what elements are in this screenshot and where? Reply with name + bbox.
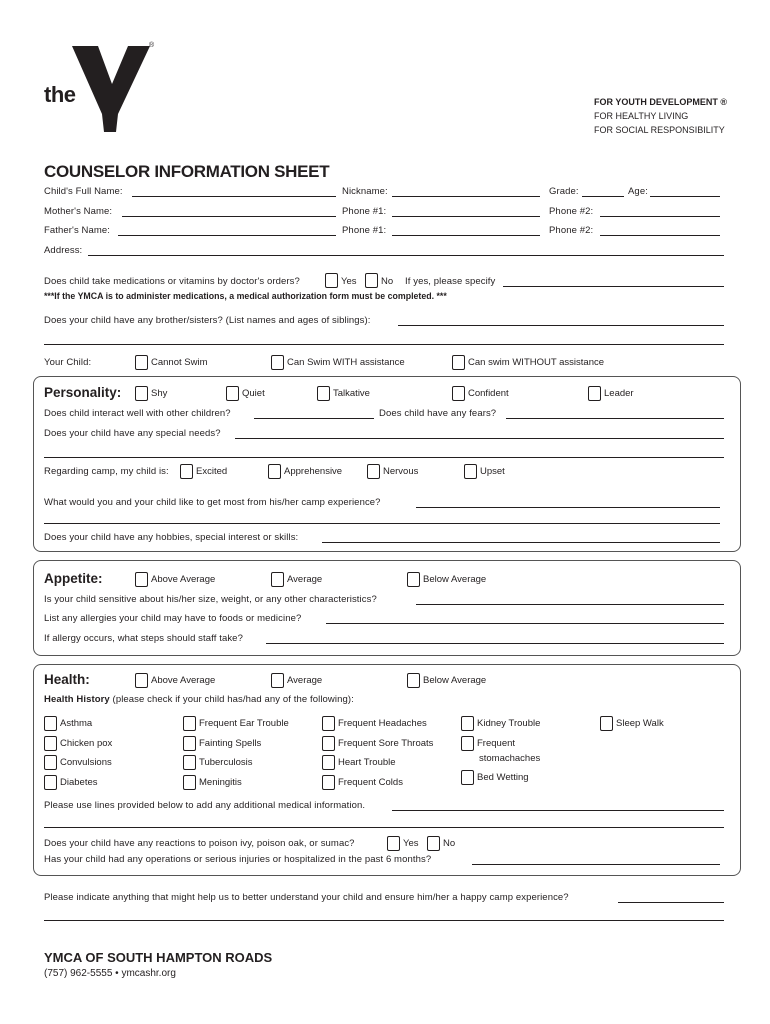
tagline-2: FOR HEALTHY LIVING: [594, 111, 689, 121]
special-needs-field[interactable]: [235, 438, 724, 439]
grade-field[interactable]: [582, 196, 624, 197]
your-child-label: Your Child:: [44, 357, 92, 368]
leader-label: Leader: [604, 388, 634, 399]
headaches-label: Frequent Headaches: [338, 718, 427, 729]
additional-medical-field-2[interactable]: [44, 827, 724, 828]
tuberculosis-checkbox[interactable]: [183, 755, 196, 770]
stomachaches-label-1: Frequent: [477, 738, 516, 749]
health-average-label: Average: [287, 675, 323, 686]
medications-no-checkbox[interactable]: [365, 273, 378, 288]
mothers-name-field[interactable]: [122, 216, 336, 217]
meningitis-label: Meningitis: [199, 777, 242, 788]
fears-question: Does child have any fears?: [379, 408, 497, 419]
mother-phone2-field[interactable]: [600, 216, 720, 217]
father-phone1-label: Phone #1:: [342, 225, 387, 236]
ear-trouble-label: Frequent Ear Trouble: [199, 718, 289, 729]
asthma-checkbox[interactable]: [44, 716, 57, 731]
tagline-3: FOR SOCIAL RESPONSIBILITY: [594, 125, 725, 135]
fathers-name-label: Father's Name:: [44, 225, 111, 236]
allergy-steps-field[interactable]: [266, 643, 724, 644]
diabetes-label: Diabetes: [60, 777, 98, 788]
hobbies-field[interactable]: [322, 542, 720, 543]
convulsions-label: Convulsions: [60, 757, 112, 768]
kidney-trouble-label: Kidney Trouble: [477, 718, 541, 729]
bed-wetting-checkbox[interactable]: [461, 770, 474, 785]
medications-no-label: No: [381, 276, 394, 287]
talkative-checkbox[interactable]: [317, 386, 330, 401]
experience-field[interactable]: [416, 507, 720, 508]
frequent-colds-label: Frequent Colds: [338, 777, 403, 788]
tagline-1: FOR YOUTH DEVELOPMENT ®: [594, 97, 727, 107]
health-above-checkbox[interactable]: [135, 673, 148, 688]
final-question-field-2[interactable]: [44, 920, 724, 921]
fainting-label: Fainting Spells: [199, 738, 262, 749]
diabetes-checkbox[interactable]: [44, 775, 57, 790]
health-above-label: Above Average: [151, 675, 216, 686]
father-phone2-label: Phone #2:: [549, 225, 594, 236]
siblings-field-2[interactable]: [44, 344, 724, 345]
special-needs-question: Does your child have any special needs?: [44, 428, 221, 439]
mother-phone2-label: Phone #2:: [549, 206, 594, 217]
age-field[interactable]: [650, 196, 720, 197]
swim-without-assistance-label: Can swim WITHOUT assistance: [468, 357, 605, 368]
sleep-walk-checkbox[interactable]: [600, 716, 613, 731]
appetite-below-checkbox[interactable]: [407, 572, 420, 587]
poison-yes-checkbox[interactable]: [387, 836, 400, 851]
swim-with-assistance-checkbox[interactable]: [271, 355, 284, 370]
footer-org: YMCA OF SOUTH HAMPTON ROADS: [44, 950, 273, 965]
appetite-above-checkbox[interactable]: [135, 572, 148, 587]
health-below-checkbox[interactable]: [407, 673, 420, 688]
ear-trouble-checkbox[interactable]: [183, 716, 196, 731]
frequent-colds-checkbox[interactable]: [322, 775, 335, 790]
shy-checkbox[interactable]: [135, 386, 148, 401]
excited-checkbox[interactable]: [180, 464, 193, 479]
health-heading: Health:: [44, 672, 90, 687]
sore-throats-checkbox[interactable]: [322, 736, 335, 751]
siblings-question: Does your child have any brother/sisters? (List names and ages of siblings):: [44, 315, 371, 326]
chicken-pox-label: Chicken pox: [60, 738, 113, 749]
sensitive-question: Is your child sensitive about his/her size, weight, or any other characteristics?: [44, 594, 377, 605]
appetite-below-label: Below Average: [423, 574, 487, 585]
operations-question: Has your child had any operations or serious injuries or hospitalized in the past 6 months?: [44, 854, 432, 865]
health-below-label: Below Average: [423, 675, 487, 686]
interact-question: Does child interact well with other children?: [44, 408, 231, 419]
medications-yes-label: Yes: [341, 276, 357, 287]
confident-checkbox[interactable]: [452, 386, 465, 401]
health-average-checkbox[interactable]: [271, 673, 284, 688]
personality-section: [33, 376, 741, 552]
mothers-name-label: Mother's Name:: [44, 206, 113, 217]
medications-question: Does child take medications or vitamins by doctor's orders?: [44, 276, 300, 287]
sensitive-field[interactable]: [416, 604, 724, 605]
nickname-label: Nickname:: [342, 186, 388, 197]
grade-label: Grade:: [549, 186, 579, 197]
nickname-field[interactable]: [392, 196, 540, 197]
heart-trouble-label: Heart Trouble: [338, 757, 396, 768]
additional-medical-label: Please use lines provided below to add any additional medical information.: [44, 800, 366, 811]
medications-specify-label: If yes, please specify: [405, 276, 496, 287]
upset-label: Upset: [480, 466, 505, 477]
father-phone1-field[interactable]: [392, 235, 540, 236]
chicken-pox-checkbox[interactable]: [44, 736, 57, 751]
medications-specify-field[interactable]: [503, 286, 724, 287]
convulsions-checkbox[interactable]: [44, 755, 57, 770]
nervous-checkbox[interactable]: [367, 464, 380, 479]
sore-throats-label: Frequent Sore Throats: [338, 738, 434, 749]
footer-contact: (757) 962-5555 • ymcashr.org: [44, 968, 176, 979]
shy-label: Shy: [151, 388, 168, 399]
logo-ymca-sub: YMCA: [102, 114, 116, 133]
appetite-heading: Appetite:: [44, 571, 103, 586]
page-title: COUNSELOR INFORMATION SHEET: [44, 162, 330, 181]
kidney-trouble-checkbox[interactable]: [461, 716, 474, 731]
appetite-average-label: Average: [287, 574, 323, 585]
stomachaches-label-2: stomachaches: [479, 753, 541, 764]
swim-with-assistance-label: Can Swim WITH assistance: [287, 357, 405, 368]
age-label: Age:: [628, 186, 648, 197]
upset-checkbox[interactable]: [464, 464, 477, 479]
final-question-field[interactable]: [618, 902, 724, 903]
stomachaches-checkbox[interactable]: [461, 736, 474, 751]
quiet-checkbox[interactable]: [226, 386, 239, 401]
health-history-bold: Health History: [44, 694, 110, 705]
sleep-walk-label: Sleep Walk: [616, 718, 664, 729]
logo-registered: ®: [149, 42, 155, 49]
allergies-question: List any allergies your child may have to foods or medicine?: [44, 613, 302, 624]
fears-field[interactable]: [506, 418, 724, 419]
excited-label: Excited: [196, 466, 228, 477]
bed-wetting-label: Bed Wetting: [477, 772, 529, 783]
health-history-rest: (please check if your child has/had any of the following):: [109, 694, 354, 705]
childs-full-name-label: Child's Full Name:: [44, 186, 123, 197]
experience-field-2[interactable]: [44, 523, 720, 524]
address-field[interactable]: [88, 255, 724, 256]
appetite-above-label: Above Average: [151, 574, 216, 585]
heart-trouble-checkbox[interactable]: [322, 755, 335, 770]
ymca-logo: [44, 44, 164, 136]
operations-field[interactable]: [472, 864, 720, 865]
interact-field[interactable]: [254, 418, 374, 419]
experience-question: What would you and your child like to get most from his/her camp experience?: [44, 497, 381, 508]
health-history-label: [44, 694, 354, 705]
allergy-steps-question: If allergy occurs, what steps should staff take?: [44, 633, 243, 644]
nervous-label: Nervous: [383, 466, 419, 477]
talkative-label: Talkative: [333, 388, 370, 399]
additional-medical-field[interactable]: [392, 810, 724, 811]
swim-without-assistance-checkbox[interactable]: [452, 355, 465, 370]
personality-heading: Personality:: [44, 385, 122, 400]
fathers-name-field[interactable]: [118, 235, 336, 236]
address-label: Address:: [44, 245, 83, 256]
regarding-camp-label: Regarding camp, my child is:: [44, 466, 169, 477]
apprehensive-checkbox[interactable]: [268, 464, 281, 479]
poison-yes-label: Yes: [403, 838, 419, 849]
logo-the: the: [44, 82, 76, 107]
poison-no-label: No: [443, 838, 456, 849]
appetite-average-checkbox[interactable]: [271, 572, 284, 587]
allergies-field[interactable]: [326, 623, 724, 624]
father-phone2-field[interactable]: [600, 235, 720, 236]
special-needs-field-2[interactable]: [44, 457, 724, 458]
asthma-label: Asthma: [60, 718, 93, 729]
childs-full-name-field[interactable]: [132, 196, 336, 197]
quiet-label: Quiet: [242, 388, 265, 399]
apprehensive-label: Apprehensive: [284, 466, 343, 477]
mother-phone1-field[interactable]: [392, 216, 540, 217]
cannot-swim-label: Cannot Swim: [151, 357, 208, 368]
mother-phone1-label: Phone #1:: [342, 206, 387, 217]
fainting-checkbox[interactable]: [183, 736, 196, 751]
siblings-field[interactable]: [398, 325, 724, 326]
meningitis-checkbox[interactable]: [183, 775, 196, 790]
confident-label: Confident: [468, 388, 509, 399]
poison-question: Does your child have any reactions to poison ivy, poison oak, or sumac?: [44, 838, 355, 849]
cannot-swim-checkbox[interactable]: [135, 355, 148, 370]
leader-checkbox[interactable]: [588, 386, 601, 401]
final-question: Please indicate anything that might help us to better understand your child and ensure him/her a happy camp experience?: [44, 892, 569, 903]
medications-yes-checkbox[interactable]: [325, 273, 338, 288]
headaches-checkbox[interactable]: [322, 716, 335, 731]
medications-note: ***If the YMCA is to administer medications, a medical authorization form must be completed. ***: [44, 291, 447, 301]
tuberculosis-label: Tuberculosis: [199, 757, 253, 768]
poison-no-checkbox[interactable]: [427, 836, 440, 851]
taglines: [594, 95, 727, 137]
hobbies-question: Does your child have any hobbies, special interest or skills:: [44, 532, 299, 543]
